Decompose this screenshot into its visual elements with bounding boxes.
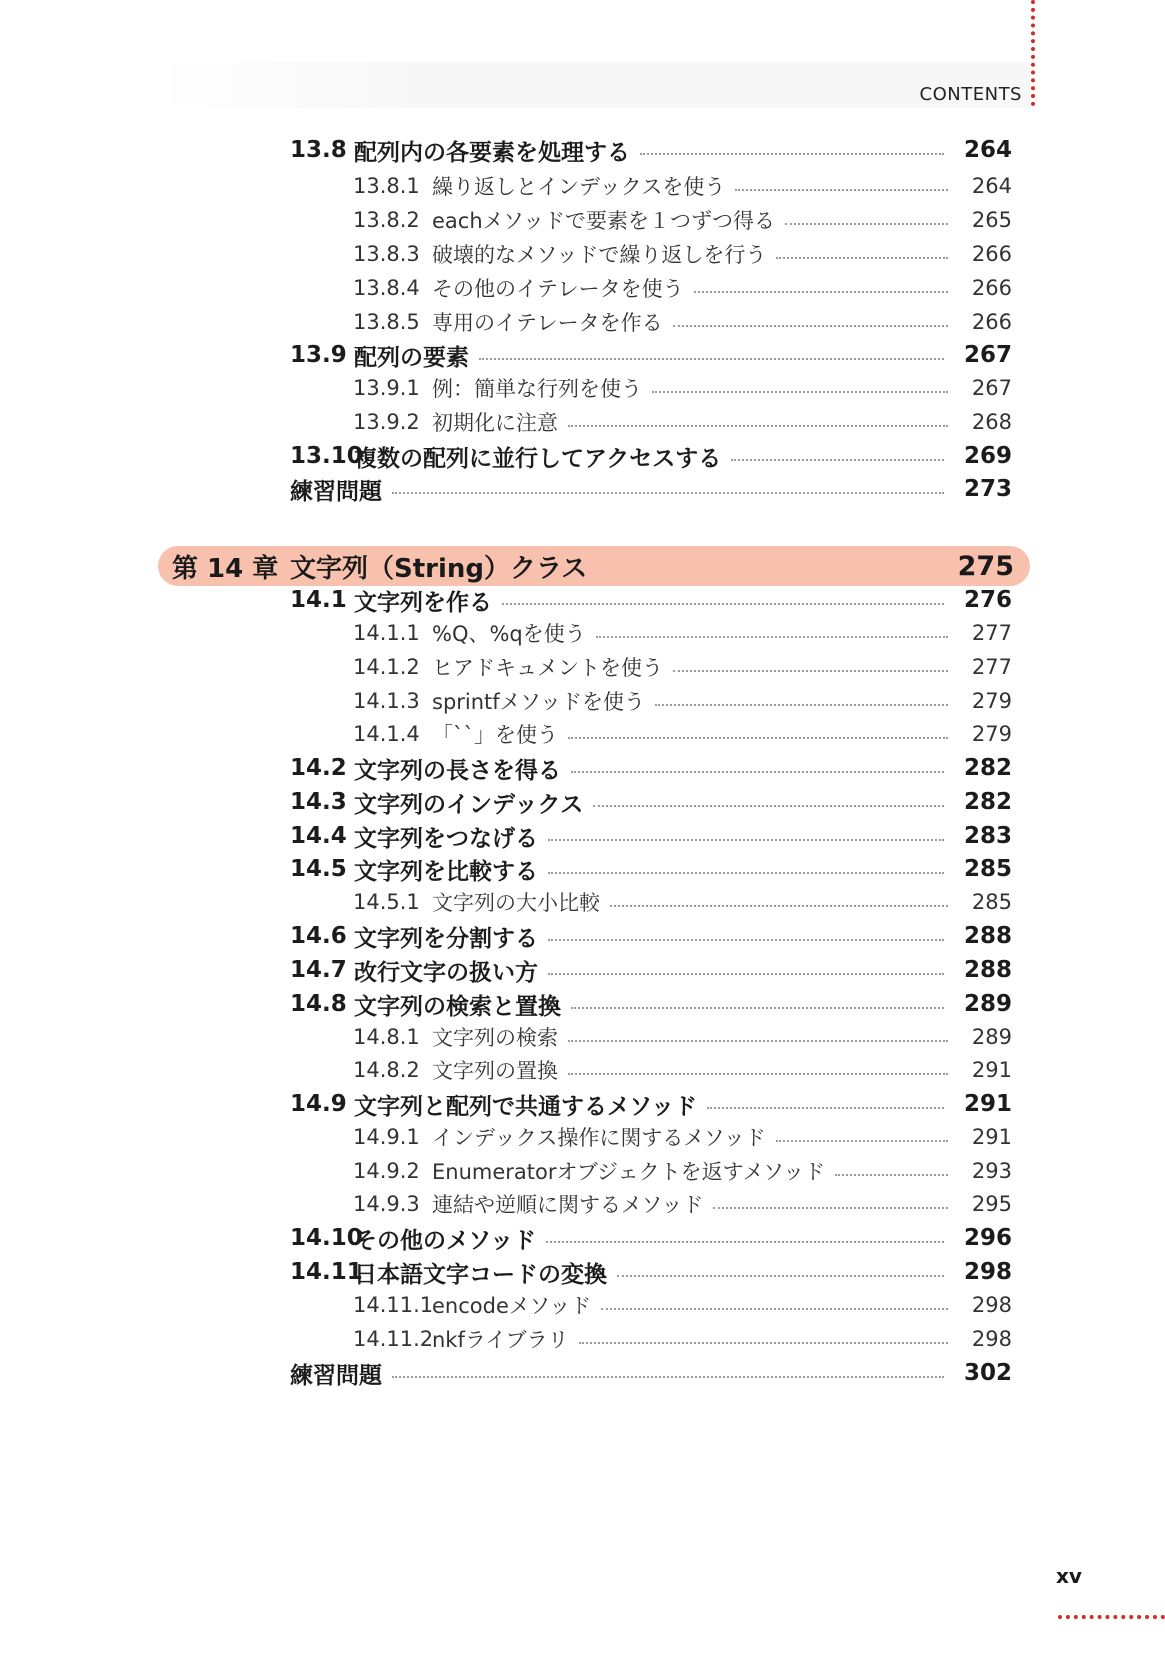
entry-title: 文字列の検索と置換 xyxy=(354,993,561,1020)
toc-subsection-entry[interactable] xyxy=(353,617,1012,649)
dot-leader xyxy=(735,189,948,191)
entry-number: 14.2 xyxy=(290,755,347,781)
entry-number: 13.8.5 xyxy=(353,310,420,334)
entry-page: 285 xyxy=(963,856,1012,882)
entry-number: 14.1 xyxy=(290,587,347,613)
toc-subsection-entry[interactable] xyxy=(353,170,1012,202)
entry-page: 293 xyxy=(971,1159,1012,1183)
entry-page: 269 xyxy=(963,443,1012,469)
toc-subsection-entry[interactable] xyxy=(353,306,1012,338)
entry-title: 日本語文字コードの変換 xyxy=(354,1261,607,1288)
entry-number: 14.9.3 xyxy=(353,1192,420,1216)
entry-page: 266 xyxy=(971,310,1012,334)
entry-page: 289 xyxy=(963,991,1012,1017)
toc-section-entry[interactable] xyxy=(290,1088,1012,1120)
entry-number: 14.11.1 xyxy=(353,1293,434,1317)
chapter-title: 文字列（String）クラス xyxy=(290,553,588,584)
toc-exercises-entry[interactable] xyxy=(290,1357,1012,1389)
entry-page: 267 xyxy=(971,376,1012,400)
entry-page: 277 xyxy=(971,621,1012,645)
entry-page: 302 xyxy=(963,1360,1012,1386)
toc-exercises-entry[interactable] xyxy=(290,473,1012,505)
entry-page: 268 xyxy=(971,410,1012,434)
entry-number: 14.7 xyxy=(290,957,347,983)
entry-title: その他のイテレータを使う xyxy=(432,277,684,301)
toc-subsection-entry[interactable] xyxy=(353,685,1012,717)
toc-subsection-entry[interactable] xyxy=(353,238,1012,270)
dot-leader xyxy=(548,872,944,874)
entry-title: 練習問題 xyxy=(290,478,382,505)
entry-number: 14.5 xyxy=(290,856,347,882)
dot-leader xyxy=(655,704,948,706)
dot-leader xyxy=(776,1140,948,1142)
entry-title: 文字列の大小比較 xyxy=(432,891,600,915)
dot-leader xyxy=(610,905,948,907)
entry-title: 例：簡単な行列を使う xyxy=(432,377,642,401)
entry-number: 13.9.1 xyxy=(353,376,420,400)
entry-title: その他のメソッド xyxy=(354,1227,537,1254)
dot-leader xyxy=(568,1040,948,1042)
entry-page: 288 xyxy=(963,957,1012,983)
contents-header-label: CONTENTS xyxy=(919,84,1022,105)
entry-title: Enumeratorオブジェクトを返すメソッド xyxy=(432,1160,826,1184)
entry-number: 14.11.2 xyxy=(353,1327,434,1351)
entry-page: 285 xyxy=(971,890,1012,914)
entry-number: 13.8.4 xyxy=(353,276,420,300)
toc-subsection-entry[interactable] xyxy=(353,1289,1012,1321)
dot-leader xyxy=(571,771,944,773)
dot-leader xyxy=(548,973,944,975)
entry-page: 273 xyxy=(963,476,1012,502)
entry-page: 298 xyxy=(963,1259,1012,1285)
dot-leader xyxy=(479,358,944,360)
toc-section-entry[interactable] xyxy=(290,440,1012,472)
dot-leader xyxy=(568,425,948,427)
entry-title: 配列の要素 xyxy=(354,344,469,371)
entry-page: 288 xyxy=(963,923,1012,949)
entry-page: 267 xyxy=(963,342,1012,368)
entry-number: 14.1.2 xyxy=(353,655,420,679)
entry-title: 繰り返しとインデックスを使う xyxy=(432,175,726,199)
entry-title: 文字列を作る xyxy=(354,589,492,616)
toc-subsection-entry[interactable] xyxy=(353,406,1012,438)
dot-leader xyxy=(571,1007,944,1009)
toc-section-entry[interactable] xyxy=(290,853,1012,885)
entry-number: 14.8.2 xyxy=(353,1058,420,1082)
dot-leader xyxy=(568,1073,948,1075)
dot-leader xyxy=(601,1308,948,1310)
dot-leader xyxy=(392,1376,944,1378)
dot-leader xyxy=(776,257,948,259)
toc-subsection-entry[interactable] xyxy=(353,886,1012,918)
entry-title: encodeメソッド xyxy=(432,1294,592,1318)
toc-section-entry[interactable] xyxy=(290,584,1012,616)
entry-number: 14.6 xyxy=(290,923,347,949)
entry-title: 複数の配列に並行してアクセスする xyxy=(354,445,722,472)
entry-page: 295 xyxy=(971,1192,1012,1216)
toc-subsection-entry[interactable] xyxy=(353,1155,1012,1187)
entry-page: 298 xyxy=(971,1327,1012,1351)
entry-number: 14.9.1 xyxy=(353,1125,420,1149)
entry-page: 279 xyxy=(971,689,1012,713)
dot-leader xyxy=(546,1241,944,1243)
toc-section-entry[interactable] xyxy=(290,954,1012,986)
entry-page: 277 xyxy=(971,655,1012,679)
toc-section-entry[interactable] xyxy=(290,339,1012,371)
toc-section-entry[interactable] xyxy=(290,920,1012,952)
dot-leader xyxy=(568,737,948,739)
entry-title: 文字列のインデックス xyxy=(354,791,584,818)
entry-title: 文字列と配列で共通するメソッド xyxy=(354,1093,698,1120)
entry-page: 265 xyxy=(971,208,1012,232)
entry-page: 264 xyxy=(971,174,1012,198)
toc-section-entry[interactable] xyxy=(290,786,1012,818)
entry-number: 13.8.3 xyxy=(353,242,420,266)
page-number: xv xyxy=(1056,1564,1082,1588)
entry-title: 文字列の置換 xyxy=(432,1059,558,1083)
dot-leader xyxy=(548,939,944,941)
entry-title: インデックス操作に関するメソッド xyxy=(432,1126,766,1150)
entry-number: 14.8.1 xyxy=(353,1025,420,1049)
entry-title: 文字列を比較する xyxy=(354,858,538,885)
toc-section-entry[interactable] xyxy=(290,820,1012,852)
dot-leader xyxy=(707,1107,944,1109)
entry-title: sprintfメソッドを使う xyxy=(432,690,645,714)
dot-leader xyxy=(835,1174,948,1176)
toc-section-entry[interactable] xyxy=(290,752,1012,784)
entry-page: 291 xyxy=(971,1058,1012,1082)
entry-number: 13.8.2 xyxy=(353,208,420,232)
entry-number: 13.8 xyxy=(290,137,347,163)
entry-number: 13.9.2 xyxy=(353,410,420,434)
dot-leader xyxy=(392,492,944,494)
dot-leader xyxy=(694,291,948,293)
entry-title: eachメソッドで要素を１つずつ得る xyxy=(432,209,775,233)
toc-subsection-entry[interactable] xyxy=(353,651,1012,683)
entry-number: 14.10 xyxy=(290,1225,363,1251)
toc-subsection-entry[interactable] xyxy=(353,1121,1012,1153)
toc-subsection-entry[interactable] xyxy=(353,1323,1012,1355)
toc-subsection-entry[interactable] xyxy=(353,718,1012,750)
entry-number: 14.11 xyxy=(290,1259,363,1285)
toc-section-entry[interactable] xyxy=(290,1222,1012,1254)
entry-title: 改行文字の扱い方 xyxy=(354,959,538,986)
toc-section-entry[interactable] xyxy=(290,988,1012,1020)
entry-number: 13.10 xyxy=(290,443,363,469)
toc-section-entry[interactable] xyxy=(290,1256,1012,1288)
entry-page: 266 xyxy=(971,242,1012,266)
entry-page: 291 xyxy=(971,1125,1012,1149)
dotted-rule-bottom xyxy=(1058,1615,1165,1619)
entry-page: 276 xyxy=(963,587,1012,613)
entry-page: 282 xyxy=(963,789,1012,815)
toc-subsection-entry[interactable] xyxy=(353,272,1012,304)
entry-page: 291 xyxy=(963,1091,1012,1117)
dot-leader xyxy=(673,325,948,327)
entry-title: 「``」を使う xyxy=(432,723,558,747)
entry-title: 文字列の長さを得る xyxy=(354,757,561,784)
toc-subsection-entry[interactable] xyxy=(353,204,1012,236)
dot-leader xyxy=(579,1342,948,1344)
entry-number: 13.8.1 xyxy=(353,174,420,198)
toc-subsection-entry[interactable] xyxy=(353,372,1012,404)
entry-page: 282 xyxy=(963,755,1012,781)
entry-number: 13.9 xyxy=(290,342,347,368)
entry-title: 練習問題 xyxy=(290,1362,382,1389)
dot-leader xyxy=(548,839,944,841)
entry-title: 連結や逆順に関するメソッド xyxy=(432,1193,704,1217)
toc-subsection-entry[interactable] xyxy=(353,1188,1012,1220)
dot-leader xyxy=(731,459,944,461)
entry-title: ヒアドキュメントを使う xyxy=(432,656,663,680)
entry-number: 14.9.2 xyxy=(353,1159,420,1183)
entry-page: 289 xyxy=(971,1025,1012,1049)
entry-page: 264 xyxy=(963,137,1012,163)
dot-leader xyxy=(713,1207,948,1209)
entry-number: 14.1.4 xyxy=(353,722,420,746)
entry-title: 文字列の検索 xyxy=(432,1026,558,1050)
dot-leader xyxy=(596,636,948,638)
entry-page: 266 xyxy=(971,276,1012,300)
dot-leader xyxy=(640,153,944,155)
entry-page: 283 xyxy=(963,823,1012,849)
entry-title: nkfライブラリ xyxy=(432,1328,569,1352)
entry-title: 破壊的なメソッドで繰り返しを行う xyxy=(432,243,767,267)
dot-leader xyxy=(785,223,948,225)
entry-title: %Q、%qを使う xyxy=(432,622,586,646)
entry-number: 14.4 xyxy=(290,823,347,849)
toc-subsection-entry[interactable] xyxy=(353,1021,1012,1053)
chapter-page: 275 xyxy=(957,550,1014,582)
chapter-number: 第 14 章 xyxy=(172,553,279,584)
entry-title: 初期化に注意 xyxy=(432,411,558,435)
chapter-heading-bar[interactable] xyxy=(158,546,1030,586)
entry-number: 14.8 xyxy=(290,991,347,1017)
dot-leader xyxy=(502,603,944,605)
dot-leader xyxy=(593,805,944,807)
entry-number: 14.3 xyxy=(290,789,347,815)
entry-page: 279 xyxy=(971,722,1012,746)
entry-title: 配列内の各要素を処理する xyxy=(354,139,630,166)
dot-leader xyxy=(652,391,948,393)
entry-title: 文字列をつなげる xyxy=(354,825,538,852)
entry-number: 14.5.1 xyxy=(353,890,420,914)
entry-page: 298 xyxy=(971,1293,1012,1317)
dot-leader xyxy=(617,1275,944,1277)
entry-number: 14.9 xyxy=(290,1091,347,1117)
dot-leader xyxy=(673,670,948,672)
entry-number: 14.1.3 xyxy=(353,689,420,713)
entry-title: 専用のイテレータを作る xyxy=(432,311,663,335)
toc-subsection-entry[interactable] xyxy=(353,1054,1012,1086)
entry-number: 14.1.1 xyxy=(353,621,420,645)
entry-page: 296 xyxy=(963,1225,1012,1251)
entry-title: 文字列を分割する xyxy=(354,925,538,952)
toc-section-entry[interactable] xyxy=(290,134,1012,166)
